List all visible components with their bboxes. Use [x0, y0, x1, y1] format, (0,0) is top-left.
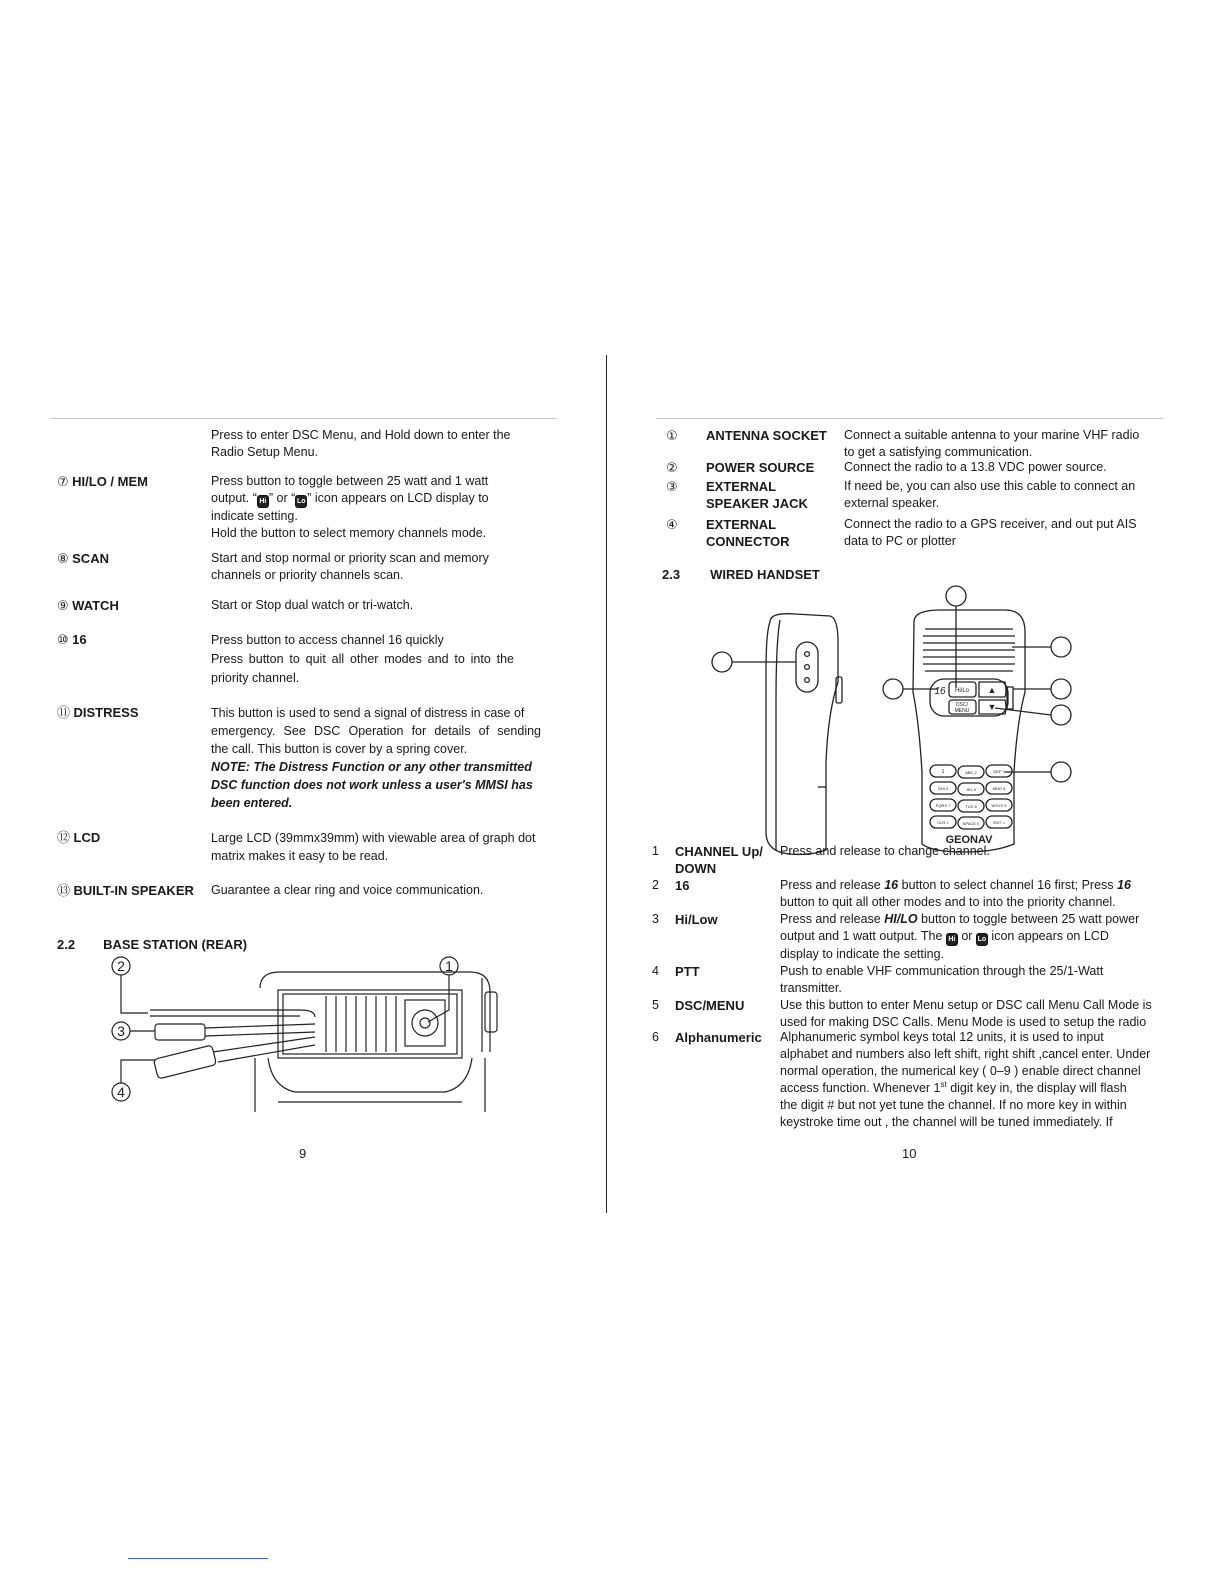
connector-num: ④	[666, 517, 678, 532]
item-watch-label	[57, 597, 119, 615]
keypad-key: CLR <	[937, 820, 949, 825]
lo-icon: Lo	[976, 933, 988, 946]
keypad-key: GHI 4	[937, 786, 949, 791]
desc-line: Press button to quit all other modes and to into the	[211, 652, 514, 666]
keypad-key: ABC 2	[965, 770, 977, 775]
keypad-key: 1	[941, 769, 945, 775]
hilo-key-label: Hi/Lo	[954, 688, 970, 694]
desc-line: Large LCD (39mmx39mm) with viewable area of graph dot	[211, 831, 536, 845]
item-speaker-desc	[211, 882, 556, 899]
list-label: 16	[675, 878, 690, 893]
list-desc: Alphanumeric symbol keys total 12 units, it is used to input alphabet and numbers also left shift, right shift ,cancel enter. Under normal operation, the numerical key ( 0–9 ) enable direct channel access function. Whenever 1st digit key in, the display will flash the digit # but not yet tune the channel. If no more key in within keystroke time out , the channel will be tuned immediately. If	[780, 1030, 1151, 1129]
distress-note: DSC function does not work unless a user's MMSI has	[211, 778, 533, 792]
list-desc: Use this button to enter Menu setup or DSC call Menu Call Mode is used for making DSC Calls. Menu Mode is used to setup the radio	[780, 998, 1152, 1029]
desc-line: emergency. See DSC Operation for details of sending	[211, 724, 541, 738]
list-num: 4	[652, 964, 659, 978]
left-top-rule	[50, 418, 557, 419]
item-label: WATCH	[72, 598, 119, 613]
list-num: 1	[652, 844, 659, 858]
item-scan-label	[57, 550, 109, 568]
keypad-key: SPACE 0	[962, 821, 980, 826]
page-divider	[606, 355, 607, 1213]
desc-line: output. “ Hi ” or “ Lo ” icon appears on LCD display to	[211, 490, 556, 508]
connector-num: ①	[666, 428, 678, 443]
wired-handset-figure	[700, 582, 1080, 858]
page-number-right: 10	[902, 1146, 917, 1161]
dsc-key-label: DSC/	[956, 702, 968, 708]
item-distress-desc	[211, 704, 541, 812]
callout-label: 2	[117, 958, 125, 974]
callout-dsc	[1051, 705, 1071, 725]
base-station-rear-figure	[100, 952, 510, 1114]
item-number: ⑩	[57, 632, 69, 647]
connector-label: POWER SOURCE	[706, 460, 815, 475]
keypad-key: DEF 3	[993, 769, 1005, 774]
callout-hilo	[946, 586, 966, 606]
list-num: 5	[652, 998, 659, 1012]
desc-line: Start and stop normal or priority scan and memory	[211, 551, 489, 565]
connector-label: EXTERNAL CONNECTOR	[706, 517, 790, 549]
item-lcd-desc	[211, 829, 556, 865]
item-label: SCAN	[72, 551, 109, 566]
callout-label: 1	[445, 958, 453, 974]
callout-keypad	[1051, 762, 1071, 782]
hi-icon: Hi	[257, 495, 269, 508]
dsc-intro-line: Press to enter DSC Menu, and Hold down to enter the	[211, 428, 511, 442]
desc-line: matrix makes it easy to be read.	[211, 849, 389, 863]
keypad-key: JKL 5	[965, 787, 977, 792]
item-speaker-label	[57, 882, 194, 900]
list-desc: Press and release to change channel.	[780, 844, 990, 858]
keypad-key: ENT >	[993, 820, 1005, 825]
callout-channel	[1051, 679, 1071, 699]
item-number: ⑦	[57, 474, 69, 489]
keypad-key: TUV 8	[965, 804, 977, 809]
item-label: LCD	[73, 830, 101, 845]
desc-line: the call. This button is cover by a spring cover.	[211, 742, 468, 756]
key-16-label: 16	[934, 686, 946, 697]
item-number: ⑧	[57, 551, 69, 566]
distress-note: been entered.	[211, 796, 293, 810]
item-watch-desc	[211, 597, 556, 614]
list-label: DSC/MENU	[675, 998, 745, 1013]
lo-icon: Lo	[295, 495, 307, 508]
list-desc: Press and release HI/LO button to toggle between 25 watt power output and 1 watt output. The Hi or Lo icon appears on LCD display to indicate the setting.	[780, 912, 1140, 961]
keypad-key: WXYZ 9	[991, 803, 1007, 808]
section-heading: 2.3 WIRED HANDSET	[662, 567, 820, 582]
item-label: 16	[72, 632, 87, 647]
item-hilo-label	[57, 473, 148, 491]
desc-line: indicate setting.	[211, 509, 298, 523]
section-heading: 2.2 BASE STATION (REAR)	[57, 937, 248, 952]
arrow-down-icon: ▼	[987, 702, 997, 712]
desc-line: This button is used to send a signal of distress in case of	[211, 706, 525, 720]
item-lcd-label	[57, 829, 100, 847]
item-distress-label	[57, 704, 139, 722]
distress-note: NOTE: The Distress Function or any other transmitted	[211, 760, 532, 774]
connector-desc: Connect the radio to a GPS receiver, and out put AIS data to PC or plotter	[844, 517, 1137, 548]
item-16-label	[57, 631, 87, 649]
callout-label: 4	[117, 1084, 125, 1100]
item-scan-desc	[211, 550, 556, 584]
item-number: ⑫	[57, 830, 71, 845]
desc-line: Start or Stop dual watch or tri-watch.	[211, 598, 414, 612]
list-desc: Push to enable VHF communication through the 25/1-Watt transmitter.	[780, 964, 1104, 995]
list-num: 3	[652, 912, 659, 926]
desc-line: Press button to toggle between 25 watt and 1 watt	[211, 474, 489, 488]
brand-logo: GEONAV	[945, 834, 993, 846]
desc-line: Guarantee a clear ring and voice communication.	[211, 883, 484, 897]
page-number-left: 9	[299, 1146, 307, 1161]
item-number: ⑬	[57, 883, 71, 898]
callout-label: 3	[117, 1023, 125, 1039]
menu-key-label: MENU	[954, 708, 970, 714]
item-number: ⑨	[57, 598, 69, 613]
item-label: HI/LO / MEM	[72, 474, 148, 489]
keypad-key: PQRS 7	[935, 803, 951, 808]
list-label: PTT	[675, 964, 700, 979]
footer-link-underline	[128, 1558, 268, 1559]
connector-desc: Connect a suitable antenna to your marine VHF radio to get a satisfying communication.	[844, 428, 1140, 459]
connector-desc: If need be, you can also use this cable to connect an external speaker.	[844, 479, 1136, 510]
callout-ptt	[712, 652, 732, 672]
connector-desc: Connect the radio to a 13.8 VDC power source.	[844, 460, 1107, 474]
list-label: Hi/Low	[675, 912, 718, 927]
right-top-rule	[656, 418, 1163, 419]
list-label: CHANNEL Up/ DOWN	[675, 844, 763, 876]
item-16-desc	[211, 631, 514, 688]
callout-speaker	[1051, 637, 1071, 657]
item-label: DISTRESS	[73, 705, 139, 720]
keypad-key: MNO 6	[992, 786, 1006, 791]
connector-label: ANTENNA SOCKET	[706, 428, 827, 443]
connector-label: EXTERNAL SPEAKER JACK	[706, 479, 808, 511]
connector-num: ③	[666, 479, 678, 494]
arrow-up-icon: ▲	[987, 685, 997, 695]
item-hilo-desc	[211, 473, 556, 542]
list-label: Alphanumeric	[675, 1030, 762, 1045]
dsc-intro	[211, 427, 556, 461]
hi-icon: Hi	[946, 933, 958, 946]
list-num: 2	[652, 878, 659, 892]
desc-line: Hold the button to select memory channels mode.	[211, 526, 487, 540]
desc-line: channels or priority channels scan.	[211, 568, 404, 582]
desc-line: priority channel.	[211, 671, 300, 685]
desc-line: Press button to access channel 16 quickly	[211, 633, 444, 647]
dsc-intro-line: Radio Setup Menu.	[211, 445, 319, 459]
connector-num: ②	[666, 460, 678, 475]
list-desc: Press and release 16 button to select channel 16 first; Press 16 button to quit all other modes and to into the priority channel.	[780, 878, 1131, 909]
item-label: BUILT-IN SPEAKER	[73, 883, 194, 898]
callout-16	[883, 679, 903, 699]
list-num: 6	[652, 1030, 659, 1044]
item-number: ⑪	[57, 705, 71, 720]
